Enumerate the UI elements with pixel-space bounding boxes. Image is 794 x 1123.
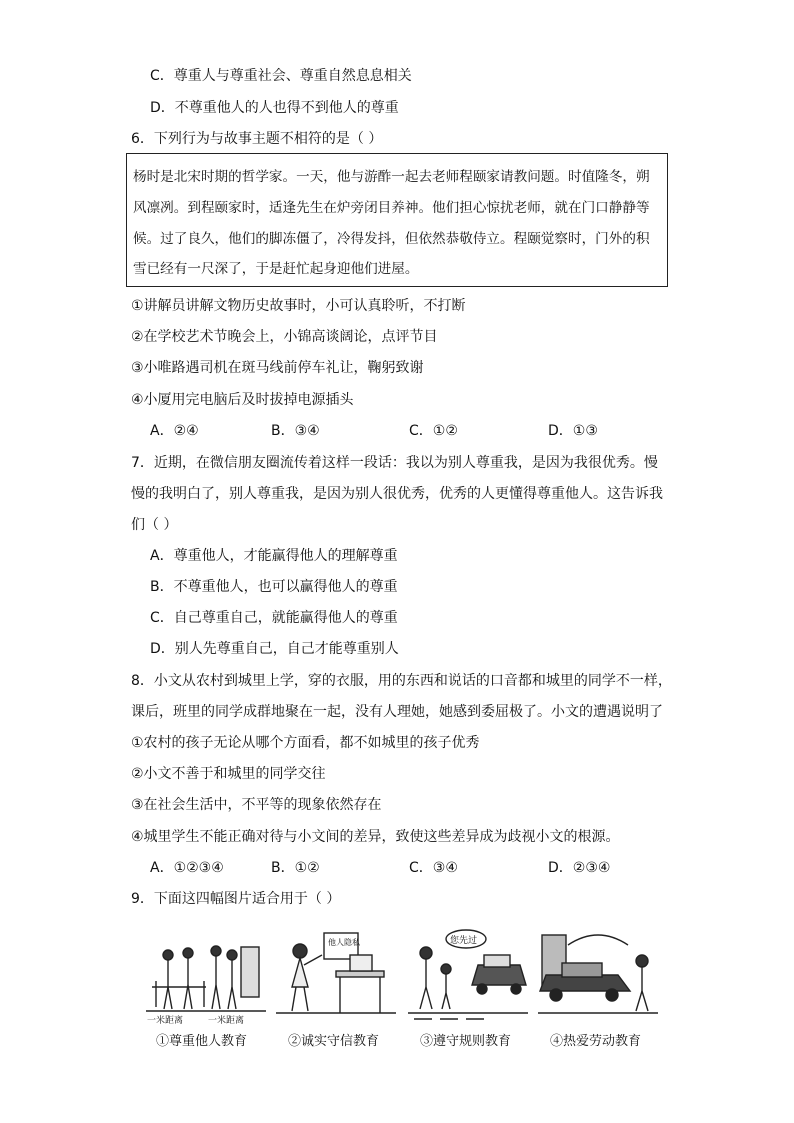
q8-stem-line: 8．小文从农村到城里上学，穿的衣服，用的东西和说话的口音都和城里的同学不一样， [131, 673, 672, 689]
q9-caption-4: ④热爱劳动教育 [550, 1034, 642, 1049]
picture-labor-illustration [538, 925, 658, 1025]
q9-stem: 9．下面这四幅图片适合用于（ ） [131, 891, 341, 907]
q8-item-3: ③在社会生活中，不平等的现象依然存在 [131, 797, 382, 813]
q6-item-2: ②在学校艺术节晚会上，小锦高谈阔论，点评节目 [131, 329, 438, 345]
q8-item-2: ②小文不善于和城里的同学交往 [131, 766, 326, 782]
q7-stem-line: 慢的我明白了，别人尊重我，是因为别人很优秀，优秀的人更懂得尊重他人。这告诉我 [131, 486, 663, 502]
q8-choice-d: D．②③④ [548, 860, 611, 876]
q6-stem: 6．下列行为与故事主题不相符的是（ ） [131, 131, 383, 147]
q7-option-a: A．尊重他人，才能赢得他人的理解尊重 [150, 548, 398, 564]
q7-option-c: C．自己尊重自己，就能赢得他人的尊重 [150, 610, 398, 626]
q8-stem-line: 课后，班里的同学成群地聚在一起，没有人理她，她感到委屈极了。小文的遭遇说明了 [131, 704, 663, 720]
q6-story-line: 杨时是北宋时期的哲学家。一天，他与游酢一起去老师程颐家请教问题。时值隆冬，朔 [133, 169, 650, 185]
q7-stem-line: 7．近期，在微信朋友圈流传着这样一段话：我以为别人尊重我，是因为我很优秀。慢 [131, 455, 658, 471]
q6-story-line: 候。过了良久，他们的脚冻僵了，冷得发抖，但依然恭敬侍立。程颐觉察时，门外的积 [133, 231, 650, 247]
picture-privacy-illustration [276, 925, 396, 1025]
q9-caption-3: ③遵守规则教育 [420, 1034, 512, 1049]
q8-choice-b: B．①② [271, 860, 320, 876]
q6-choice-a: A．②④ [150, 423, 199, 439]
q8-item-4: ④城里学生不能正确对待与小文间的差异，致使这些差异成为歧视小文的根源。 [131, 829, 620, 845]
q9-caption-1: ①尊重他人教育 [156, 1034, 248, 1049]
q7-stem-line: 们（ ） [131, 517, 178, 533]
q6-choice-c: C．①② [409, 423, 458, 439]
q6-story-line: 风凛冽。到程颐家时，适逢先生在炉旁闭目养神。他们担心惊扰老师，就在门口静静等 [133, 200, 650, 216]
q8-item-1: ①农村的孩子无论从哪个方面看，都不如城里的孩子优秀 [131, 735, 480, 751]
q5-option-c: C．尊重人与尊重社会、尊重自然息息相关 [150, 68, 412, 84]
q6-story-line: 雪已经有一尺深了，于是赶忙起身迎他们进屋。 [133, 261, 419, 277]
q5-option-d: D．不尊重他人的人也得不到他人的尊重 [150, 100, 399, 116]
pic1-label: 一米距离 [208, 1016, 245, 1025]
q8-choice-a: A．①②③④ [150, 860, 224, 876]
q6-item-1: ①讲解员讲解文物历史故事时，小可认真聆听，不打断 [131, 298, 466, 314]
q6-item-4: ④小厦用完电脑后及时拔掉电源插头 [131, 392, 354, 408]
q6-story-box [126, 153, 668, 287]
picture-queue-illustration [146, 925, 266, 1025]
q6-item-3: ③小唯路遇司机在斑马线前停车礼让，鞠躬致谢 [131, 360, 424, 376]
q8-choice-c: C．③④ [409, 860, 458, 876]
pic1-label: 一米距离 [147, 1016, 184, 1025]
q9-picture-strip [146, 925, 666, 1050]
q9-caption-2: ②诚实守信教育 [288, 1034, 380, 1049]
q6-choice-b: B．③④ [271, 423, 320, 439]
picture-crosswalk-illustration [408, 925, 528, 1025]
q7-option-d: D．别人先尊重自己，自己才能尊重别人 [150, 641, 399, 657]
pic2-sign-label: 他人隐私 [328, 938, 360, 947]
q6-choice-d: D．①③ [548, 423, 598, 439]
pic3-speech-bubble: 您先过 [450, 936, 478, 946]
q7-option-b: B．不尊重他人，也可以赢得他人的尊重 [150, 579, 398, 595]
